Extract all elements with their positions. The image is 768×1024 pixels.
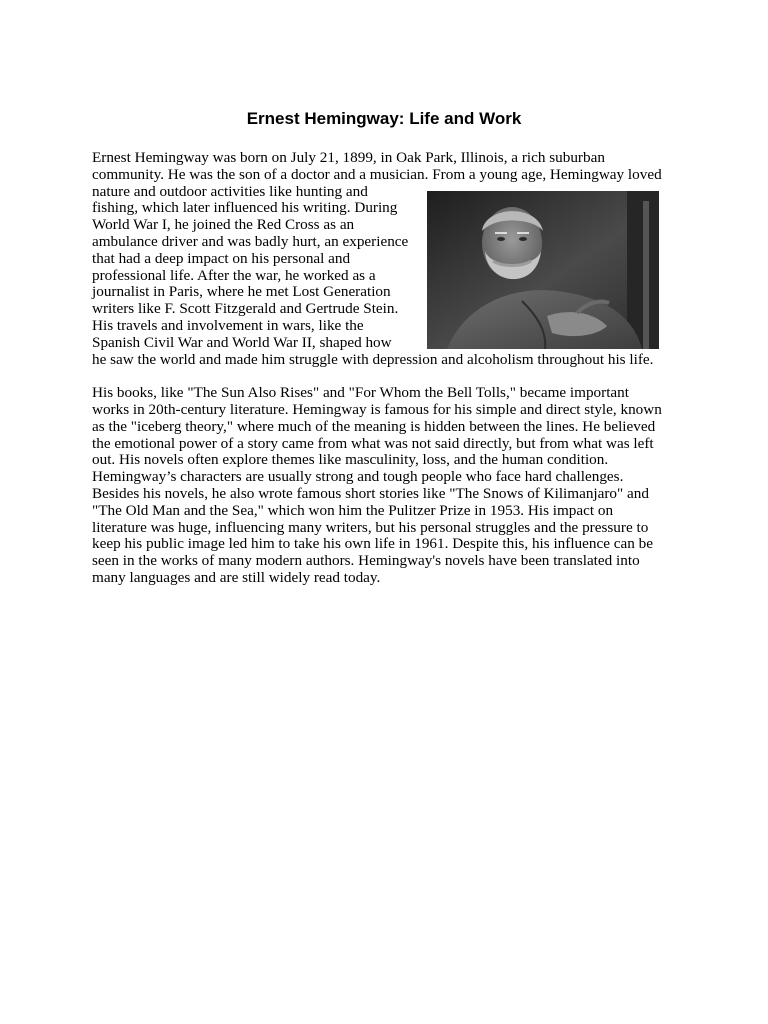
paragraph-1-line: professional life. After the war, he worked as a (92, 266, 376, 284)
paragraph-2-line: His books, like "The Sun Also Rises" and "For Whom the Bell Tolls," became important (92, 384, 629, 402)
paragraph-2-line: "The Old Man and the Sea," which won him the Pulitzer Prize in 1953. His impact on (92, 501, 614, 519)
paragraph-1-line: fishing, which later influenced his writing. During (92, 199, 398, 217)
paragraph-1-line: ambulance driver and was badly hurt, an experience (92, 232, 409, 250)
paragraph-1-line: journalist in Paris, where he met Lost Generation (92, 283, 391, 301)
paragraph-2-line: the emotional power of a story came from what was not said directly, but from what was left (92, 434, 654, 452)
paragraph-2-line: keep his public image led him to take his own life in 1961. Despite this, his influence can be (92, 535, 653, 553)
paragraph-1-line: Spanish Civil War and World War II, shaped how (92, 333, 392, 351)
paragraph-2-line: works in 20th-century literature. Hemingway is famous for his simple and direct style, known (92, 400, 662, 418)
portrait-photo (427, 191, 659, 349)
paragraph-2-line: many languages and are still widely read today. (92, 568, 381, 586)
paragraph-2-line: seen in the works of many modern authors. Hemingway's novels have been translated into (92, 552, 640, 570)
paragraph-2-line: as the "iceberg theory," where much of the meaning is hidden between the lines. He believed (92, 417, 656, 435)
paragraph-2-line: Hemingway’s characters are usually strong and tough people who face hard challenges. (92, 468, 624, 486)
paragraph-spacer (92, 368, 682, 385)
paragraph-1-line: World War I, he joined the Red Cross as an (92, 216, 355, 234)
paragraph-1-line: Ernest Hemingway was born on July 21, 1899, in Oak Park, Illinois, a rich suburban (92, 149, 605, 166)
document-title: Ernest Hemingway: Life and Work (246, 109, 522, 128)
paragraph-2-line: Besides his novels, he also wrote famous short stories like "The Snows of Kilimanjaro" and (92, 484, 649, 502)
paragraph-1-line: he saw the world and made him struggle with depression and alcoholism throughout his life. (92, 350, 654, 368)
paragraph-1-line: community. He was the son of a doctor and a musician. From a young age, Hemingway loved (92, 165, 662, 183)
paragraph-2-line: literature was huge, influencing many writers, but his personal struggles and the pressure to (92, 518, 649, 536)
paragraph-1-line: that had a deep impact on his personal and (92, 249, 351, 267)
paragraph-1-line: His travels and involvement in wars, like the (92, 316, 364, 334)
paragraph-2-line: out. His novels often explore themes like masculinity, loss, and the human condition. (92, 451, 609, 469)
paragraph-1-line: writers like F. Scott Fitzgerald and Gertrude Stein. (92, 300, 399, 318)
paragraph-1-line: nature and outdoor activities like hunting and (92, 182, 368, 200)
